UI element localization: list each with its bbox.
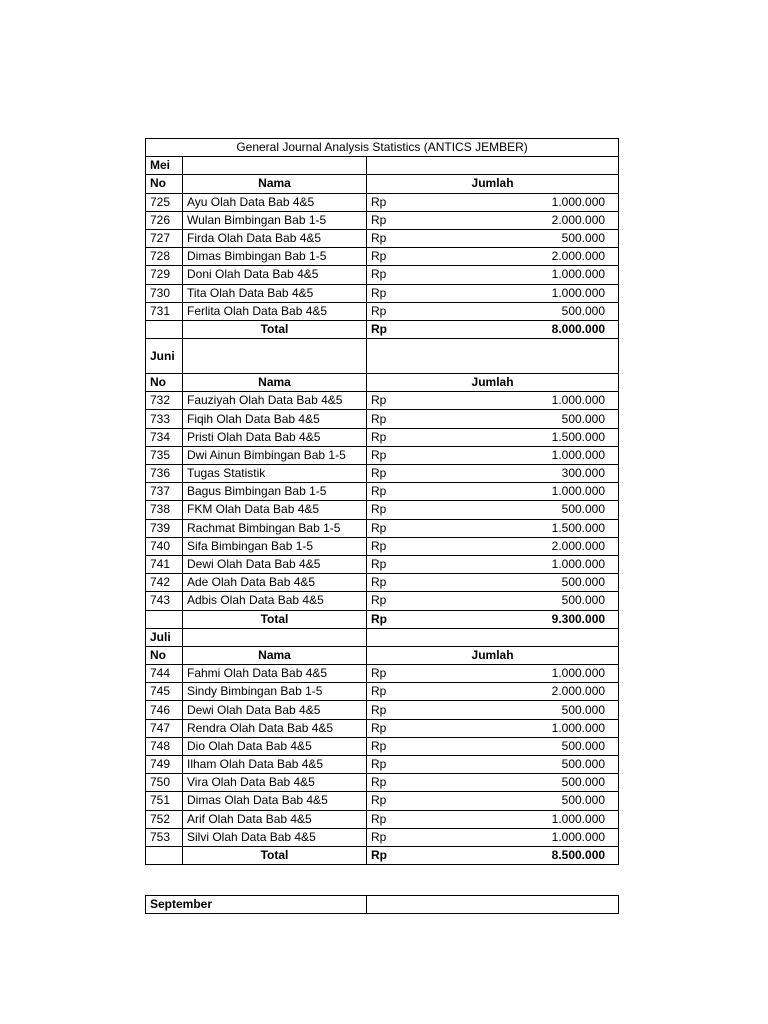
table-row [146,665,619,683]
table-row [146,756,619,774]
table-row [146,592,619,610]
total-row [146,320,619,338]
row-nama: Fauziyah Olah Data Bab 4&5 [183,392,367,410]
table-row [146,211,619,229]
table-row [146,774,619,792]
row-currency: Rp [367,592,433,610]
row-no: 751 [146,792,183,810]
row-nama: Ilham Olah Data Bab 4&5 [183,756,367,774]
table-row [146,392,619,410]
row-nama: Silvi Olah Data Bab 4&5 [183,828,367,846]
row-no: 743 [146,592,183,610]
sheet-title: General Journal Analysis Statistics (ANTICS JEMBER) [146,139,619,157]
month-row [146,628,619,646]
row-no: 731 [146,302,183,320]
row-nama: Dimas Olah Data Bab 4&5 [183,792,367,810]
row-no: 725 [146,193,183,211]
row-currency: Rp [367,266,433,284]
row-nama: Fiqih Olah Data Bab 4&5 [183,410,367,428]
empty-cell [146,320,183,338]
row-jumlah: 2.000.000 [433,683,619,701]
row-no: 741 [146,555,183,573]
table-row [146,537,619,555]
header-jumlah: Jumlah [367,646,619,664]
empty-cell [183,628,367,646]
row-jumlah: 500.000 [433,574,619,592]
row-jumlah: 1.000.000 [433,446,619,464]
total-value: 8.500.000 [433,846,619,864]
row-jumlah: 1.500.000 [433,519,619,537]
row-no: 752 [146,810,183,828]
table-row [146,446,619,464]
table-row [146,284,619,302]
row-currency: Rp [367,701,433,719]
row-currency: Rp [367,756,433,774]
row-currency: Rp [367,683,433,701]
total-currency: Rp [367,846,433,864]
row-no: 736 [146,465,183,483]
header-no: No [146,175,183,193]
header-row [146,175,619,193]
row-jumlah: 2.000.000 [433,537,619,555]
row-nama: Ferlita Olah Data Bab 4&5 [183,302,367,320]
table-row [146,483,619,501]
header-jumlah: Jumlah [367,175,619,193]
row-currency: Rp [367,501,433,519]
row-no: 745 [146,683,183,701]
row-currency: Rp [367,574,433,592]
row-nama: Firda Olah Data Bab 4&5 [183,229,367,247]
month-label: Juni [146,339,183,374]
row-nama: Fahmi Olah Data Bab 4&5 [183,665,367,683]
row-currency: Rp [367,248,433,266]
row-currency: Rp [367,193,433,211]
row-nama: Dewi Olah Data Bab 4&5 [183,555,367,573]
row-jumlah: 500.000 [433,501,619,519]
month-label: Juli [146,628,183,646]
row-currency: Rp [367,774,433,792]
table-row [146,792,619,810]
row-nama: Sifa Bimbingan Bab 1-5 [183,537,367,555]
empty-cell [367,157,619,175]
empty-cell [367,896,619,914]
row-jumlah: 500.000 [433,592,619,610]
empty-cell [367,628,619,646]
row-jumlah: 500.000 [433,410,619,428]
total-row [146,610,619,628]
row-currency: Rp [367,284,433,302]
row-no: 727 [146,229,183,247]
total-currency: Rp [367,610,433,628]
row-no: 737 [146,483,183,501]
row-currency: Rp [367,446,433,464]
row-jumlah: 500.000 [433,774,619,792]
table-row [146,719,619,737]
total-label: Total [183,320,367,338]
row-currency: Rp [367,410,433,428]
row-jumlah: 500.000 [433,302,619,320]
row-currency: Rp [367,555,433,573]
row-no: 729 [146,266,183,284]
row-no: 738 [146,501,183,519]
row-no: 753 [146,828,183,846]
row-nama: Rendra Olah Data Bab 4&5 [183,719,367,737]
header-row [146,646,619,664]
row-currency: Rp [367,392,433,410]
total-value: 8.000.000 [433,320,619,338]
row-no: 747 [146,719,183,737]
total-currency: Rp [367,320,433,338]
month-row [146,157,619,175]
month-row [146,339,619,374]
total-value: 9.300.000 [433,610,619,628]
row-jumlah: 1.500.000 [433,428,619,446]
row-no: 732 [146,392,183,410]
row-nama: Wulan Bimbingan Bab 1-5 [183,211,367,229]
row-no: 742 [146,574,183,592]
row-currency: Rp [367,428,433,446]
row-jumlah: 1.000.000 [433,719,619,737]
row-currency: Rp [367,828,433,846]
row-nama: Vira Olah Data Bab 4&5 [183,774,367,792]
september-month-row [146,896,619,914]
row-no: 735 [146,446,183,464]
header-nama: Nama [183,374,367,392]
month-label-september: September [146,896,367,914]
row-no: 744 [146,665,183,683]
row-currency: Rp [367,537,433,555]
table-row [146,229,619,247]
row-currency: Rp [367,737,433,755]
row-jumlah: 500.000 [433,701,619,719]
row-currency: Rp [367,229,433,247]
row-no: 740 [146,537,183,555]
row-currency: Rp [367,519,433,537]
row-nama: Dwi Ainun Bimbingan Bab 1-5 [183,446,367,464]
september-table [145,895,619,914]
row-no: 728 [146,248,183,266]
row-currency: Rp [367,211,433,229]
row-no: 733 [146,410,183,428]
row-nama: Dimas Bimbingan Bab 1-5 [183,248,367,266]
row-nama: Bagus Bimbingan Bab 1-5 [183,483,367,501]
table-row [146,302,619,320]
row-jumlah: 500.000 [433,792,619,810]
table-row [146,519,619,537]
row-jumlah: 1.000.000 [433,665,619,683]
table-row [146,737,619,755]
row-nama: Adbis Olah Data Bab 4&5 [183,592,367,610]
month-label: Mei [146,157,183,175]
header-jumlah: Jumlah [367,374,619,392]
table-row [146,465,619,483]
header-nama: Nama [183,646,367,664]
row-currency: Rp [367,792,433,810]
table-row [146,683,619,701]
table-row [146,266,619,284]
table-row [146,701,619,719]
journal-table-body [146,139,619,865]
row-nama: Doni Olah Data Bab 4&5 [183,266,367,284]
total-label: Total [183,846,367,864]
table-row [146,193,619,211]
row-jumlah: 1.000.000 [433,266,619,284]
row-jumlah: 1.000.000 [433,828,619,846]
row-jumlah: 500.000 [433,737,619,755]
empty-cell [183,157,367,175]
header-no: No [146,646,183,664]
row-jumlah: 1.000.000 [433,284,619,302]
row-jumlah: 1.000.000 [433,193,619,211]
row-no: 746 [146,701,183,719]
row-nama: Dio Olah Data Bab 4&5 [183,737,367,755]
row-jumlah: 2.000.000 [433,211,619,229]
table-row [146,574,619,592]
header-nama: Nama [183,175,367,193]
table-row [146,428,619,446]
empty-cell [183,339,367,374]
total-label: Total [183,610,367,628]
row-nama: Ade Olah Data Bab 4&5 [183,574,367,592]
row-nama: Dewi Olah Data Bab 4&5 [183,701,367,719]
header-no: No [146,374,183,392]
row-currency: Rp [367,483,433,501]
table-row [146,555,619,573]
row-nama: Pristi Olah Data Bab 4&5 [183,428,367,446]
row-currency: Rp [367,302,433,320]
journal-table [145,138,619,865]
row-jumlah: 500.000 [433,229,619,247]
row-jumlah: 500.000 [433,756,619,774]
empty-cell [367,339,619,374]
row-jumlah: 300.000 [433,465,619,483]
empty-cell [146,846,183,864]
table-row [146,810,619,828]
table-row [146,828,619,846]
row-jumlah: 1.000.000 [433,555,619,573]
row-currency: Rp [367,810,433,828]
total-row [146,846,619,864]
row-no: 748 [146,737,183,755]
row-no: 726 [146,211,183,229]
row-no: 750 [146,774,183,792]
row-nama: Arif Olah Data Bab 4&5 [183,810,367,828]
row-no: 749 [146,756,183,774]
row-nama: Rachmat Bimbingan Bab 1-5 [183,519,367,537]
table-row [146,248,619,266]
row-no: 734 [146,428,183,446]
row-nama: Ayu Olah Data Bab 4&5 [183,193,367,211]
row-jumlah: 1.000.000 [433,392,619,410]
row-currency: Rp [367,665,433,683]
row-no: 739 [146,519,183,537]
header-row [146,374,619,392]
title-row [146,139,619,157]
row-nama: Tita Olah Data Bab 4&5 [183,284,367,302]
row-jumlah: 1.000.000 [433,810,619,828]
table-row [146,501,619,519]
table-row [146,410,619,428]
row-currency: Rp [367,719,433,737]
row-currency: Rp [367,465,433,483]
row-nama: FKM Olah Data Bab 4&5 [183,501,367,519]
row-nama: Tugas Statistik [183,465,367,483]
row-jumlah: 2.000.000 [433,248,619,266]
empty-cell [146,610,183,628]
row-jumlah: 1.000.000 [433,483,619,501]
row-no: 730 [146,284,183,302]
row-nama: Sindy Bimbingan Bab 1-5 [183,683,367,701]
